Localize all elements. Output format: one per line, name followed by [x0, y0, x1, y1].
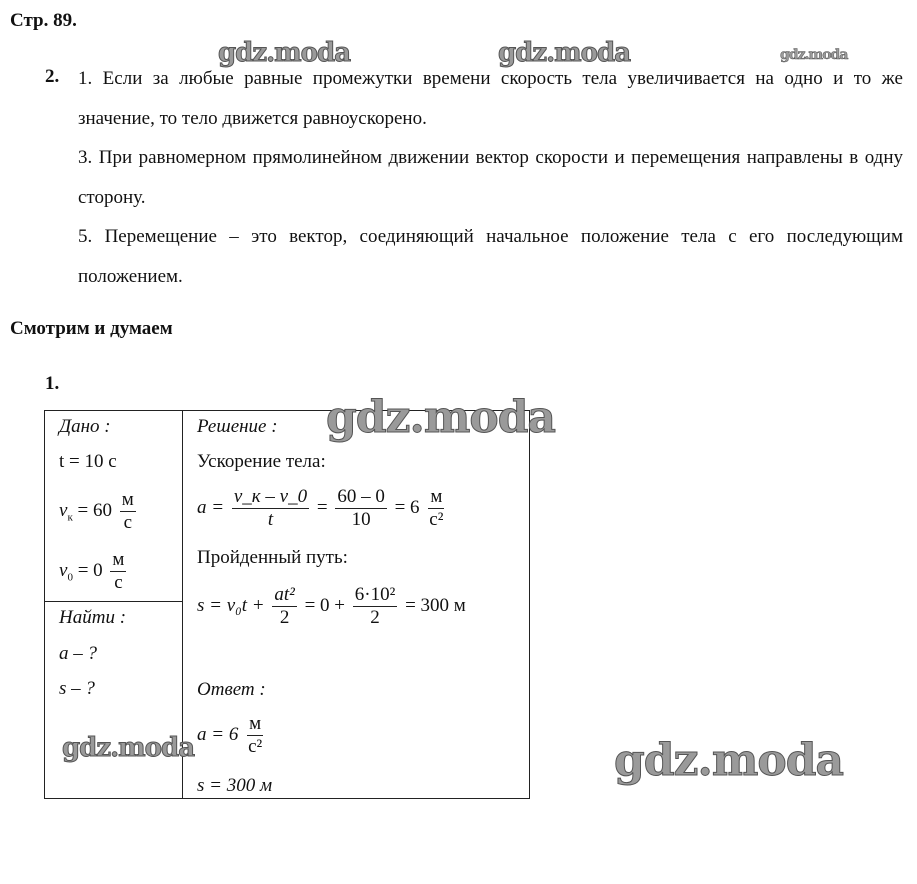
task2-item-3: 3. При равномерном прямолинейном движении вектор скорости и перемещения направлены в одну сторону. [78, 147, 903, 208]
den: с [123, 512, 132, 533]
num: м [121, 489, 134, 510]
page-title: Стр. 89. [10, 10, 77, 31]
watermark: gdz.moda [498, 38, 631, 68]
den: t [267, 509, 274, 530]
num: 6·10² [354, 584, 396, 605]
sub: 0 [67, 571, 73, 584]
den: с² [248, 736, 263, 757]
result: = 300 м [405, 594, 466, 616]
den: 2 [279, 607, 290, 628]
divider [45, 601, 182, 602]
accel-title: Ускорение тела: [197, 451, 326, 472]
den: 10 [351, 509, 371, 530]
solution-label: Решение : [197, 416, 278, 437]
answer-s: s = 300 м [197, 775, 273, 796]
given-vk [59, 489, 139, 534]
num: м [430, 486, 443, 507]
watermark: gdz.moda [780, 47, 848, 63]
find-a: a – ? [59, 643, 97, 664]
value: = 60 [77, 499, 113, 521]
result: = 6 [394, 496, 420, 518]
task2-item-5: 5. Перемещение – это вектор, соединяющий начальное положение тела с его последующим положением. [78, 226, 903, 287]
lhs: a = [197, 496, 225, 518]
unit [427, 486, 445, 531]
task2-number: 2. [45, 66, 60, 87]
watermark: gdz.moda [326, 392, 556, 443]
den: с² [429, 509, 444, 530]
num: 60 – 0 [337, 486, 385, 507]
answer-label: Ответ : [197, 679, 266, 700]
fraction [272, 584, 296, 629]
num: м [249, 713, 262, 734]
fraction [335, 486, 387, 531]
unit [246, 713, 264, 758]
value: = 0 [77, 559, 103, 581]
watermark: gdz.moda [614, 735, 844, 786]
given-v0 [59, 549, 129, 594]
var: v [59, 499, 68, 521]
watermark: gdz.moda [218, 38, 351, 68]
lhs: s = v₀t + [197, 594, 265, 616]
sub: к [67, 511, 73, 524]
section-title: Смотрим и думаем [10, 318, 173, 339]
task2-item-1: 1. Если за любые равные промежутки времени скорость тела увеличивается на одно и то же значение, то тело движется равноускорено. [78, 68, 903, 129]
fraction [353, 584, 398, 629]
den: с [114, 572, 123, 593]
answer-a [197, 713, 267, 758]
mid: = 0 + [304, 594, 346, 616]
num: at² [274, 584, 295, 605]
fraction [232, 486, 309, 531]
var: v [59, 559, 68, 581]
given-t: t = 10 с [59, 451, 117, 472]
task1-number: 1. [45, 373, 60, 394]
accel-formula: a = $\frac{v\_к - v\_0}{t}$ = $\frac{60 - 0}{10}$ = 6 $\frac{м}{\text{с²}}$ [197, 486, 444, 530]
num: м [112, 549, 125, 570]
path-formula [197, 584, 466, 629]
find-s: s – ? [59, 678, 95, 699]
given-label: Дано : [59, 416, 111, 437]
unit [120, 489, 136, 534]
find-label: Найти : [59, 607, 127, 628]
den: 2 [370, 607, 380, 628]
watermark: gdz.moda [62, 733, 195, 763]
value: a = 6 [197, 723, 239, 745]
num: v_к – v_0 [233, 486, 308, 507]
unit [110, 549, 126, 594]
path-title: Пройденный путь: [197, 547, 348, 568]
